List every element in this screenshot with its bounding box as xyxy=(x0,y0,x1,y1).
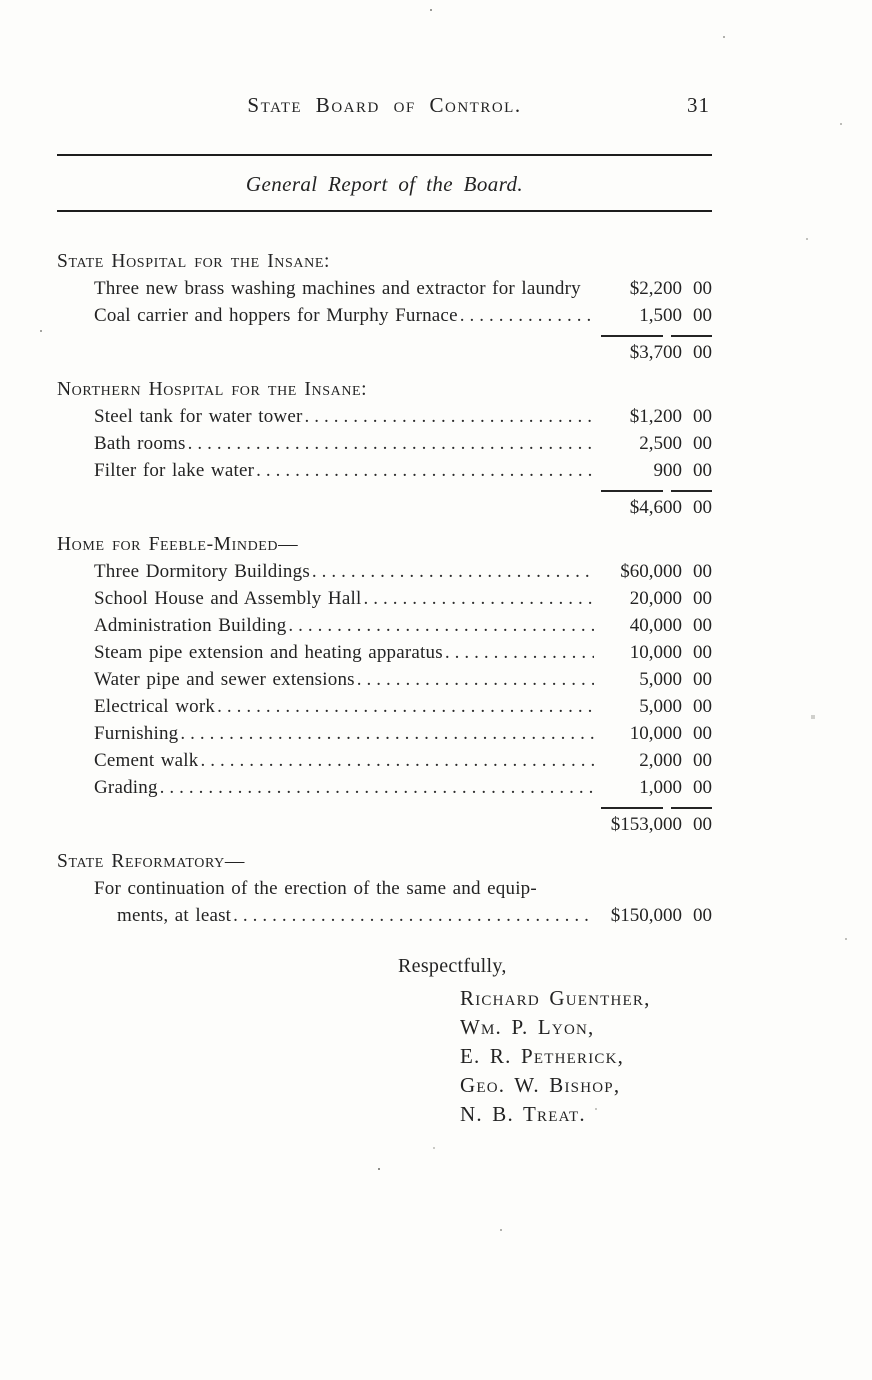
expense-amount: 10,000 xyxy=(629,723,682,744)
total-rule-cents xyxy=(671,807,712,809)
section-heading: Home for Feeble-Minded— xyxy=(57,534,299,555)
dot-leader xyxy=(310,558,594,585)
expense-amount: 2,000 xyxy=(639,750,682,771)
signature-name: Richard Guenther, xyxy=(460,986,651,1010)
expense-cents: 00 xyxy=(693,588,712,609)
total-amount: $3,700 xyxy=(629,342,682,363)
signature-block xyxy=(398,951,712,1129)
expense-label: Electrical work xyxy=(94,696,216,717)
dot-leader xyxy=(158,774,594,801)
expense-cents: 00 xyxy=(693,561,712,582)
signature-name: N. B. Treat. xyxy=(460,1102,586,1126)
expense-cents: 00 xyxy=(693,278,712,299)
horizontal-rule-top xyxy=(57,154,712,156)
expense-row xyxy=(94,693,712,720)
section-northern-hospital xyxy=(57,376,712,521)
section-home-feeble-minded xyxy=(57,531,712,838)
total-rule-dollars xyxy=(601,335,663,337)
expense-amount: 5,000 xyxy=(639,696,682,717)
total-cents: 00 xyxy=(693,342,712,363)
page-number: 31 xyxy=(687,93,710,117)
dot-leader xyxy=(458,302,594,329)
expense-row xyxy=(94,666,712,693)
expense-row xyxy=(94,558,712,585)
total-cents: 00 xyxy=(693,814,712,835)
expense-row xyxy=(94,612,712,639)
dot-leader xyxy=(443,639,594,666)
expense-label-line2: ments, at least xyxy=(117,905,232,926)
dot-leader xyxy=(178,720,594,747)
report-body xyxy=(57,248,712,1129)
expense-label: Administration Building xyxy=(94,615,287,636)
expense-label: Three new brass washing machines and extractor for laundry xyxy=(94,278,581,299)
signature-name: E. R. Petherick, xyxy=(460,1044,625,1068)
scan-speck-artifacts xyxy=(0,0,2,2)
section-heading: State Reformatory— xyxy=(57,851,245,872)
signature-name: Geo. W. Bishop, xyxy=(460,1073,621,1097)
expense-amount: 1,000 xyxy=(639,777,682,798)
expense-amount: $60,000 xyxy=(620,561,682,582)
expense-cents: 00 xyxy=(693,905,712,926)
dot-leader xyxy=(198,747,594,774)
expense-cents: 00 xyxy=(693,615,712,636)
expense-row xyxy=(94,585,712,612)
text-column xyxy=(57,0,712,1129)
expense-cents: 00 xyxy=(693,406,712,427)
signature-name: Wm. P. Lyon, xyxy=(460,1015,595,1039)
expense-label: Coal carrier and hoppers for Murphy Furnace xyxy=(94,305,458,326)
expense-label: School House and Assembly Hall xyxy=(94,588,362,609)
expense-cents: 00 xyxy=(693,777,712,798)
total-rule xyxy=(57,335,712,337)
page-header xyxy=(57,95,712,117)
expense-label: Bath rooms xyxy=(94,433,186,454)
expense-amount: 20,000 xyxy=(629,588,682,609)
signature-closing: Respectfully, xyxy=(398,955,507,977)
expense-row-wrapped-line2 xyxy=(117,902,712,929)
section-heading: State Hospital for the Insane: xyxy=(57,251,330,272)
expense-amount: $150,000 xyxy=(610,905,682,926)
expense-row xyxy=(94,403,712,430)
expense-row xyxy=(94,275,712,302)
expense-label: Steel tank for water tower xyxy=(94,406,303,427)
expense-cents: 00 xyxy=(693,460,712,481)
expense-row xyxy=(94,747,712,774)
expense-cents: 00 xyxy=(693,669,712,690)
expense-cents: 00 xyxy=(693,723,712,744)
expense-row xyxy=(94,774,712,801)
dot-leader xyxy=(581,275,594,302)
expense-amount: 2,500 xyxy=(639,433,682,454)
expense-label: Three Dormitory Buildings xyxy=(94,561,310,582)
expense-label-line1: For continuation of the erection of the same and equip- xyxy=(94,878,537,899)
expense-amount: 1,500 xyxy=(639,305,682,326)
expense-cents: 00 xyxy=(693,433,712,454)
running-title: State Board of Control. xyxy=(247,93,522,117)
expense-amount: 5,000 xyxy=(639,669,682,690)
expense-amount: 900 xyxy=(653,460,682,481)
expense-row xyxy=(94,302,712,329)
expense-label: Filter for lake water xyxy=(94,460,255,481)
expense-cents: 00 xyxy=(693,696,712,717)
expense-row xyxy=(94,639,712,666)
dot-leader xyxy=(231,902,594,929)
total-rule xyxy=(57,807,712,809)
expense-row-wrapped-line1 xyxy=(94,875,712,902)
dot-leader xyxy=(254,457,594,484)
expense-cents: 00 xyxy=(693,750,712,771)
expense-label: Steam pipe extension and heating apparatus xyxy=(94,642,443,663)
dot-leader xyxy=(286,612,594,639)
total-rule-cents xyxy=(671,490,712,492)
section-heading: Northern Hospital for the Insane: xyxy=(57,379,368,400)
total-amount: $4,600 xyxy=(629,497,682,518)
section-total-row xyxy=(57,495,712,521)
section-state-reformatory xyxy=(57,848,712,929)
total-cents: 00 xyxy=(693,497,712,518)
total-rule-dollars xyxy=(601,807,663,809)
expense-row xyxy=(94,457,712,484)
expense-cents: 00 xyxy=(693,642,712,663)
expense-amount: $1,200 xyxy=(629,406,682,427)
total-rule xyxy=(57,490,712,492)
total-rule-dollars xyxy=(601,490,663,492)
section-total-row xyxy=(57,340,712,366)
expense-cents: 00 xyxy=(693,305,712,326)
expense-label: Furnishing xyxy=(94,723,179,744)
dot-leader xyxy=(303,403,594,430)
expense-row xyxy=(94,720,712,747)
dot-leader xyxy=(215,693,594,720)
total-rule-cents xyxy=(671,335,712,337)
expense-amount: 10,000 xyxy=(629,642,682,663)
expense-label: Grading xyxy=(94,777,158,798)
horizontal-rule-bottom xyxy=(57,210,712,212)
expense-amount: 40,000 xyxy=(629,615,682,636)
expense-label: Water pipe and sewer extensions xyxy=(94,669,355,690)
signature-names xyxy=(460,984,712,1129)
section-total-row xyxy=(57,812,712,838)
dot-leader xyxy=(361,585,594,612)
total-amount: $153,000 xyxy=(610,814,682,835)
dot-leader xyxy=(186,430,594,457)
expense-row xyxy=(94,430,712,457)
section-state-hospital xyxy=(57,248,712,366)
dot-leader xyxy=(355,666,594,693)
expense-label: Cement walk xyxy=(94,750,199,771)
report-title: General Report of the Board. xyxy=(245,172,524,196)
expense-amount: $2,200 xyxy=(629,278,682,299)
